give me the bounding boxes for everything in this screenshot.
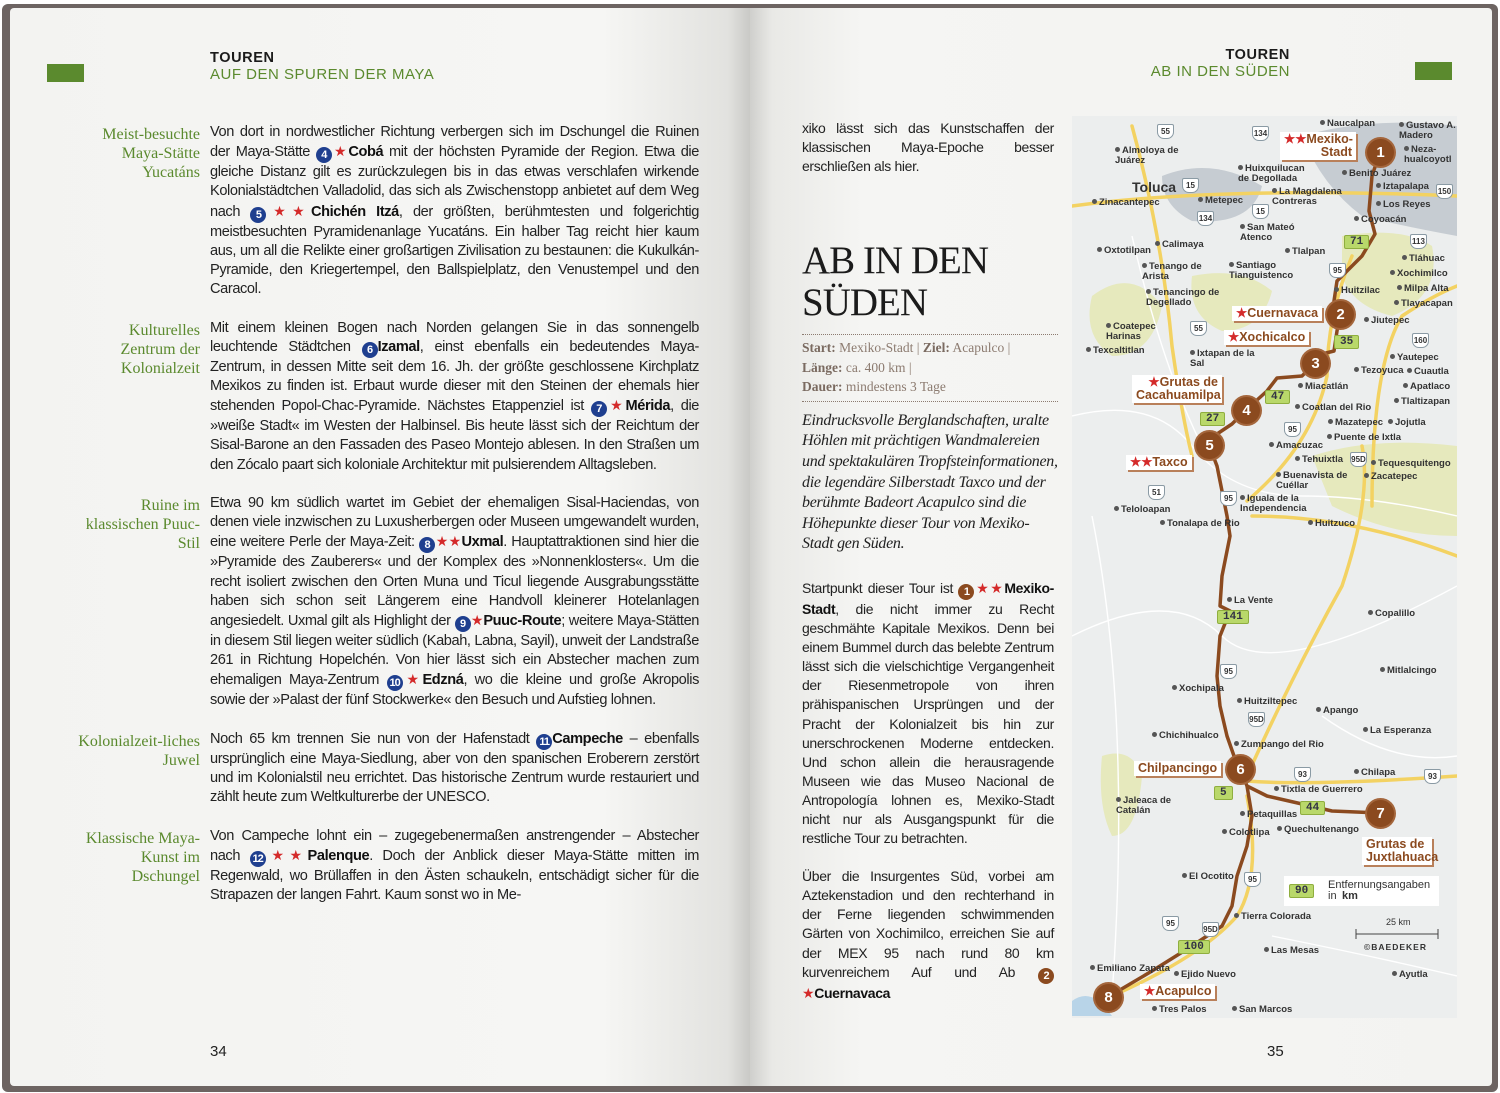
- star-rating-icon: ★: [402, 671, 423, 688]
- scale-label: 25 km: [1386, 917, 1411, 927]
- highway-shield-icon: 51: [1148, 485, 1165, 500]
- section: [10, 730, 750, 808]
- text-run: Startpunkt dieser Tour ist: [802, 579, 959, 596]
- place-label: Naucalpan: [1320, 119, 1375, 129]
- place-label: Almoloya de Juárez: [1115, 146, 1195, 166]
- place-name: Edzná: [422, 672, 464, 689]
- map-highlight-label: [1224, 330, 1309, 345]
- highway-shield-icon: 95: [1284, 422, 1301, 437]
- highlight-name: Xochicalco: [1239, 330, 1306, 344]
- stop-number-icon: 10: [387, 675, 403, 691]
- section: [10, 319, 750, 475]
- distance-badge: 35: [1334, 335, 1359, 349]
- place-label: Tlaltizapan: [1394, 397, 1450, 407]
- text-run: , einst ebenfalls ein bedeutendes Maya-Zentrum, in dessen Mitte seit dem 16. Jh. der größte geschlossene Kirchplatz Mexikos zu finden ist. Erbaut wurde dieser mit den Steinen der ehemals hier stehenden Popol-Chac-Pyramide. Nächstes Etappenziel ist: [210, 338, 699, 415]
- place-label: Tres Palos: [1152, 1005, 1207, 1015]
- place-label: Benito Juárez: [1342, 169, 1411, 179]
- place-name: Chichén Itzá: [311, 203, 399, 220]
- place-name: Puuc-Route: [483, 613, 562, 630]
- place-label: Cuautla: [1407, 367, 1449, 377]
- map-highlight-label: [1362, 837, 1439, 865]
- place-label: Zumpango del Rio: [1234, 740, 1324, 750]
- ziel-value: Acapulco: [952, 340, 1005, 356]
- highway-shield-icon: 134: [1252, 126, 1269, 141]
- place-label: Iguala de la Independencia: [1240, 494, 1320, 514]
- section: [10, 827, 750, 906]
- place-label: Tenango de Arista: [1142, 262, 1222, 282]
- stop-marker: 3: [1302, 350, 1329, 377]
- stop-number-icon: 1: [958, 584, 974, 600]
- distance-badge: 44: [1300, 801, 1325, 815]
- stop-marker: 4: [1233, 397, 1260, 424]
- stop-marker: 1: [1367, 139, 1394, 166]
- text-run: Noch 65 km trennen Sie nun von der Hafenstadt: [210, 730, 537, 747]
- legend-text: Entfernungsangaben: [1328, 879, 1431, 891]
- place-label: Xochipala: [1172, 684, 1224, 694]
- laenge-label: Länge:: [802, 359, 843, 375]
- dauer-value: mindestens 3 Tage: [845, 379, 946, 395]
- text-run: , die nicht immer zu Recht geschmähte Kapitale Mexikos. Denn bei einem Bummel durch das belebte Zentrum lässt sich die vielschichtige Vergangenheit der Riesenmetropole von ihren prähispanischen Ursprüngen und der Pracht der Kolonialzeit bis hin zur unerschrockenen Moderne entdecken. Und schon allein die herausragende Museen wie das Museo Nacional de Antropología lohnen es, Mexiko-Stadt nicht nur als Ausgangspunkt für die restliche Tour zu betrachten.: [802, 600, 1054, 847]
- continued-text: xiko lässt sich das Kunstschaffen der klassischen Maya-Epoche besser erschließen als hier.: [802, 120, 1054, 175]
- place-label: Metepec: [1198, 196, 1243, 206]
- place-label: Tonalapa de Rio: [1160, 519, 1240, 529]
- place-label: Calimaya: [1155, 240, 1204, 250]
- text-run: Etwa 90 km südlich wartet im Gebiet der ehemaligen Sisal-Haciendas, von denen viele inzwischen zu Luxusherbergen oder Museen umgewandelt wurden, eine weitere Perle der Maya-Zeit:: [210, 495, 699, 551]
- paragraph: [802, 579, 1054, 848]
- highway-shield-icon: 95: [1220, 491, 1237, 506]
- map-highlight-label: [1134, 761, 1221, 776]
- highway-shield-icon: 95: [1162, 916, 1179, 931]
- place-label: Apango: [1316, 706, 1358, 716]
- star-rating-icon: ★: [802, 984, 815, 1001]
- place-name: Mérida: [625, 398, 671, 415]
- side-note: Meist-besuchte Maya-Stätte Yucatáns: [102, 126, 200, 182]
- place-label: Chilapa: [1354, 768, 1395, 778]
- tour-title: AB IN DEN SÜDEN: [802, 239, 988, 325]
- place-label: Colotlipa: [1222, 828, 1270, 838]
- distance-badge: 71: [1344, 235, 1369, 249]
- place-label: Coyoacán: [1354, 215, 1406, 225]
- distance-badge: 47: [1265, 390, 1290, 404]
- place-label: Mitlalcingo: [1380, 666, 1437, 676]
- copyright: ©BAEDEKER: [1364, 942, 1427, 952]
- place-label: Coatlan del Rio: [1295, 403, 1371, 413]
- laenge-value: ca. 400 km: [845, 359, 906, 375]
- place-name: Cuernavaca: [814, 984, 891, 1001]
- section: [10, 123, 750, 299]
- place-label: Miacatlán: [1298, 382, 1348, 392]
- star-rating-icon: ★: [1148, 375, 1160, 389]
- place-label: Tehuixtla: [1295, 455, 1343, 465]
- place-label: Emiliano Zapata: [1090, 964, 1170, 974]
- place-label: Neza-hualcoyotl: [1404, 145, 1457, 165]
- paragraph: [210, 319, 699, 475]
- highway-shield-icon: 134: [1197, 211, 1214, 226]
- header-color-bar: [1415, 62, 1452, 80]
- text-run: , wo die kleine und große Akropolis sowie der »Palast der fünf Stockwerke« den Besuch und Aufstieg lohnen.: [210, 672, 699, 709]
- left-text-column: [10, 123, 750, 924]
- stop-marker: 2: [1327, 301, 1354, 328]
- place-label: Tixtla de Guerrero: [1274, 785, 1363, 795]
- place-label: San Mateó Atenco: [1240, 223, 1320, 243]
- right-page: [750, 8, 1492, 1086]
- side-note: Kolonialzeit-liches Juwel: [78, 732, 200, 770]
- place-label: Huitzilac: [1334, 286, 1380, 296]
- header-color-bar: [47, 64, 84, 82]
- stop-marker: 5: [1196, 432, 1223, 459]
- text-run: Mit einem kleinen Bogen nach Norden gelangen Sie in das sonnengelb leuchtende Städtchen: [210, 319, 699, 355]
- place-label: Oxtotilpan: [1097, 246, 1151, 256]
- highway-shield-icon: 55: [1190, 321, 1207, 336]
- distance-badge: 27: [1200, 412, 1225, 426]
- text-run: Von Campeche lohnt ein – zugegebenermaßen anstrengender – Abstecher nach: [210, 827, 699, 864]
- highway-shield-icon: 93: [1424, 769, 1441, 784]
- highlight-name: Grutas de Juxtlahuaca: [1366, 837, 1439, 864]
- star-rating-icon: ★★: [266, 202, 311, 219]
- side-note: Ruine im klassischen Puuc-Stil: [85, 497, 200, 553]
- highway-shield-icon: 95D: [1202, 922, 1219, 937]
- place-name: Campeche: [552, 730, 623, 747]
- star-rating-icon: ★: [1144, 984, 1156, 998]
- place-label: Jojutla: [1388, 418, 1426, 428]
- place-label: Ixtapan de la Sal: [1190, 349, 1270, 369]
- distance-badge: 100: [1178, 940, 1210, 954]
- star-rating-icon: ★: [331, 143, 349, 160]
- stop-number-icon: 12: [250, 851, 266, 867]
- highway-shield-icon: 95: [1244, 872, 1261, 887]
- highway-shield-icon: 15: [1182, 178, 1199, 193]
- place-label: Tláhuac: [1402, 254, 1445, 264]
- star-rating-icon: ★★: [1130, 455, 1153, 469]
- text-run: – ebenfalls ursprünglich eine Maya-Siedlung, aber von den spanischen Eroberern zerstört und im Kolonialstil neu errichtet. Das historische Zentrum wurde restauriert und zählt heute zum Weltkulturerbe der UNESCO.: [210, 730, 699, 806]
- tour-intro: Eindrucksvolle Berglandschaften, uralte Höhlen mit prächtigen Wandmalereien und spektakulären Tropfsteinformationen, die legendäre Silberstadt Taxco und der berühmte Badeort Acapulco sind die Höhepunkte dieser Tour von Mexiko-Stadt gen Süden.: [802, 411, 1058, 553]
- highway-shield-icon: 93: [1294, 767, 1311, 782]
- highway-shield-icon: 55: [1157, 124, 1174, 139]
- star-rating-icon: ★: [1228, 330, 1240, 344]
- paragraph: [210, 827, 699, 906]
- header-title: AB IN DEN SÜDEN: [1150, 63, 1290, 80]
- place-label: Zacatepec: [1364, 472, 1417, 482]
- place-label: Huitzuco: [1308, 519, 1355, 529]
- place-label: Tierra Colorada: [1234, 912, 1311, 922]
- place-label: Texcaltitlan: [1086, 346, 1145, 356]
- stop-marker: 7: [1367, 800, 1394, 827]
- stop-number-icon: 7: [591, 401, 607, 417]
- stop-number-icon: 2: [1038, 968, 1054, 984]
- place-label: Teloloapan: [1114, 505, 1170, 515]
- map-highlight-label: [1126, 455, 1192, 470]
- section: [10, 494, 750, 711]
- text-run: Von dort in nordwestlicher Richtung verbergen sich im Dschungel die Ruinen der Maya-Stätte: [210, 124, 699, 161]
- place-label: Tlayacapan: [1394, 299, 1453, 309]
- highlight-name: Taxco: [1152, 455, 1188, 469]
- map-highlight-label: [1140, 984, 1215, 999]
- place-name: Palenque: [307, 847, 370, 864]
- map-highlight-label: [1280, 132, 1356, 160]
- place-label: Huixquilucan de Degollada: [1238, 164, 1318, 184]
- stop-number-icon: 4: [316, 147, 332, 163]
- distance-badge: 5: [1214, 786, 1233, 800]
- highway-shield-icon: 15: [1252, 204, 1269, 219]
- distance-badge: 141: [1217, 610, 1249, 624]
- header-kicker: TOUREN: [210, 50, 275, 66]
- place-label: Tlalpan: [1285, 247, 1325, 257]
- text-run: ; weitere Maya-Stätten in diesem Stil liegen weiter südlich (Kabah, Labna, Sayil), unweit der Landstraße 261 in Richtung Hopelchén. Von hier lässt sich ein Abstecher machen zum ehemaligen Maya-Zentrum: [210, 613, 699, 689]
- highlight-name: Acapulco: [1155, 984, 1212, 998]
- place-label: Jaleaca de Catalán: [1116, 796, 1196, 816]
- place-label: Las Mesas: [1264, 946, 1319, 956]
- paragraph: [210, 123, 699, 299]
- star-rating-icon: ★★: [1284, 132, 1307, 146]
- place-label: Amacuzac: [1269, 441, 1323, 451]
- side-note: Klassische Maya-Kunst im Dschungel: [85, 829, 200, 886]
- stop-number-icon: 11: [536, 734, 552, 750]
- highway-shield-icon: 95D: [1350, 452, 1367, 467]
- highway-shield-icon: 150: [1436, 184, 1453, 199]
- text-run: , der größten, berühmtesten und folgerichtig meistbesuchten Pyramidenanlage Yucatáns. Ein halber Tag reicht hier kaum aus, um all die Relikte einer großartigen Zivilisation zu bestaunen: die Kukulkán-Pyramide, den Kriegertempel, den Ballspielplatz, den Venustempel und den Caracol.: [210, 203, 699, 298]
- stop-number-icon: 9: [455, 616, 471, 632]
- place-label: Petaquillas: [1240, 810, 1297, 820]
- paragraph: [210, 730, 699, 808]
- highway-shield-icon: 95: [1220, 664, 1237, 679]
- place-label: Buenavista de Cuéllar: [1276, 471, 1356, 491]
- highlight-name: Chilpancingo: [1138, 761, 1218, 775]
- place-label: La Vente: [1227, 596, 1273, 606]
- place-label: Toluca: [1132, 179, 1177, 195]
- place-label: Coatepec Harinas: [1106, 322, 1186, 342]
- highway-shield-icon: 113: [1410, 234, 1427, 249]
- place-label: Quechultenango: [1277, 825, 1359, 835]
- place-label: Xochimilco: [1390, 269, 1448, 279]
- place-label: Apatlaco: [1403, 382, 1450, 392]
- ziel-label: Ziel:: [922, 340, 950, 356]
- place-name: Mexiko-Stadt: [802, 579, 1054, 617]
- text-run: , die »weiße Stadt« im Westen der Halbinsel. Bis heute lässt sich der Reichtum der Sisal-Barone an den Fassaden des Paseo Montejo ablesen. In den Straßen um den Zócalo paart sich koloniale Architektur mit pulsierendem Alltagsleben.: [210, 398, 699, 473]
- place-name: Uxmal: [461, 534, 504, 551]
- place-label: Gustavo A. Madero: [1399, 120, 1456, 141]
- place-label: Puente de Ixtla: [1327, 433, 1401, 443]
- place-label: El Ocotito: [1182, 872, 1234, 882]
- map-highlight-label: [1232, 306, 1322, 321]
- place-label: Santiago Tianguistenco: [1229, 261, 1309, 281]
- place-label: Tequesquitengo: [1371, 459, 1451, 469]
- book-spread: [2, 4, 1498, 1092]
- place-label: Iztapalapa: [1376, 182, 1429, 192]
- side-note: Kulturelles Zentrum der Kolonialzeit: [120, 321, 200, 378]
- text-run: . Doch der Anblick dieser Maya-Stätte mitten im Regenwald, wo Brüllaffen in den Ästen schaukeln, entschädigt sicher für die Strapazen der langen Fahrt. Kaum sonst wo in Me-: [210, 847, 700, 904]
- left-page: [10, 8, 750, 1086]
- place-label: Copalillo: [1368, 609, 1415, 619]
- page-number: 34: [210, 1043, 227, 1060]
- place-name: Izamal: [377, 338, 420, 355]
- paragraph: [210, 494, 699, 711]
- place-label: Ejido Nuevo: [1174, 970, 1236, 980]
- paragraph: [802, 867, 1054, 1003]
- place-label: Huitziltepec: [1237, 697, 1297, 707]
- star-rating-icon: ★: [1236, 306, 1248, 320]
- place-name: Cobá: [348, 144, 384, 161]
- stop-number-icon: 6: [362, 342, 378, 358]
- header-title: AUF DEN SPUREN DER MAYA: [210, 66, 435, 83]
- map-highlight-label: [1132, 375, 1222, 403]
- page-number: 35: [1267, 1043, 1284, 1060]
- place-label: Zinacantepec: [1092, 198, 1160, 208]
- legend-unit: km: [1342, 890, 1358, 902]
- start-value: Mexiko-Stadt: [839, 340, 914, 356]
- star-rating-icon: ★★: [974, 579, 1005, 596]
- text-run: . Hauptattraktionen sind hier die »Pyramide des Zauberers« und der Komplex des »Nonnenklosters«. Um die recht isoliert zwischen den Orten Muna und Ticul liegende Ausgrabungsstätte haben sich schon seit Längerem eine Handvoll kleinerer Hotelanlagen angesiedelt. Uxmal gilt als Highlight der: [210, 534, 700, 630]
- place-label: Chichihualco: [1152, 731, 1219, 741]
- legend-unit-prefix: in: [1328, 890, 1337, 902]
- highway-shield-icon: 95: [1329, 263, 1346, 278]
- place-label: Jiutepec: [1364, 316, 1410, 326]
- dauer-label: Dauer:: [802, 379, 843, 395]
- place-label: Los Reyes: [1376, 200, 1431, 210]
- header-kicker: TOUREN: [1225, 47, 1290, 63]
- route-map: [1072, 116, 1457, 1018]
- place-label: La Esperanza: [1363, 726, 1431, 736]
- highway-shield-icon: 160: [1412, 333, 1429, 348]
- star-rating-icon: ★: [470, 612, 484, 629]
- highlight-name: Cuernavaca: [1247, 306, 1319, 320]
- highlight-name: Grutas de Cacahuamilpa: [1136, 375, 1221, 402]
- stop-number-icon: 5: [250, 207, 266, 223]
- text-run: Über die Insurgentes Süd, vorbei am Aztekenstadion und den rechterhand in der Ferne liegenden schwimmenden Gärten von Xochimilco, erreichen Sie auf der MEX 95 nach rund 80 km kurvenreichem Auf und Ab: [802, 868, 1054, 980]
- star-rating-icon: ★: [606, 397, 626, 414]
- place-label: Ayutla: [1392, 970, 1428, 980]
- legend-distance-badge: 90: [1289, 884, 1314, 898]
- stop-marker: 6: [1227, 756, 1254, 783]
- place-label: La Magdalena Contreras: [1272, 187, 1352, 207]
- stop-marker: 8: [1095, 984, 1122, 1011]
- stop-number-icon: 8: [419, 537, 435, 553]
- place-label: Mazatepec: [1328, 418, 1383, 428]
- start-label: Start:: [802, 340, 836, 356]
- place-label: Tezoyuca: [1354, 366, 1404, 376]
- star-rating-icon: ★★: [265, 846, 308, 863]
- map-legend: [1284, 876, 1439, 906]
- place-label: San Marcos: [1232, 1005, 1292, 1015]
- highway-shield-icon: 95D: [1248, 712, 1265, 727]
- star-rating-icon: ★★: [435, 533, 462, 550]
- highlight-name: Mexiko-Stadt: [1306, 132, 1353, 159]
- place-label: Tenancingo de Degellado: [1146, 288, 1226, 308]
- place-label: Milpa Alta: [1397, 284, 1449, 294]
- text-run: mit der höchsten Pyramide der Region. Etwa die gleiche Distanz gilt es zurückzulegen bis in das etwas verschlafen wirkende Kolonialstädtchen Valladolid, das sich als Zwischenstopp anbietet auf dem Weg nach: [210, 144, 699, 220]
- right-text-column: [802, 119, 1058, 1003]
- place-label: Yautepec: [1390, 353, 1439, 363]
- tour-facts: Start: Mexiko-Stadt | Ziel: Acapulco | Länge: ca. 400 km | Dauer: mindestens 3 Tage: [802, 334, 1058, 402]
